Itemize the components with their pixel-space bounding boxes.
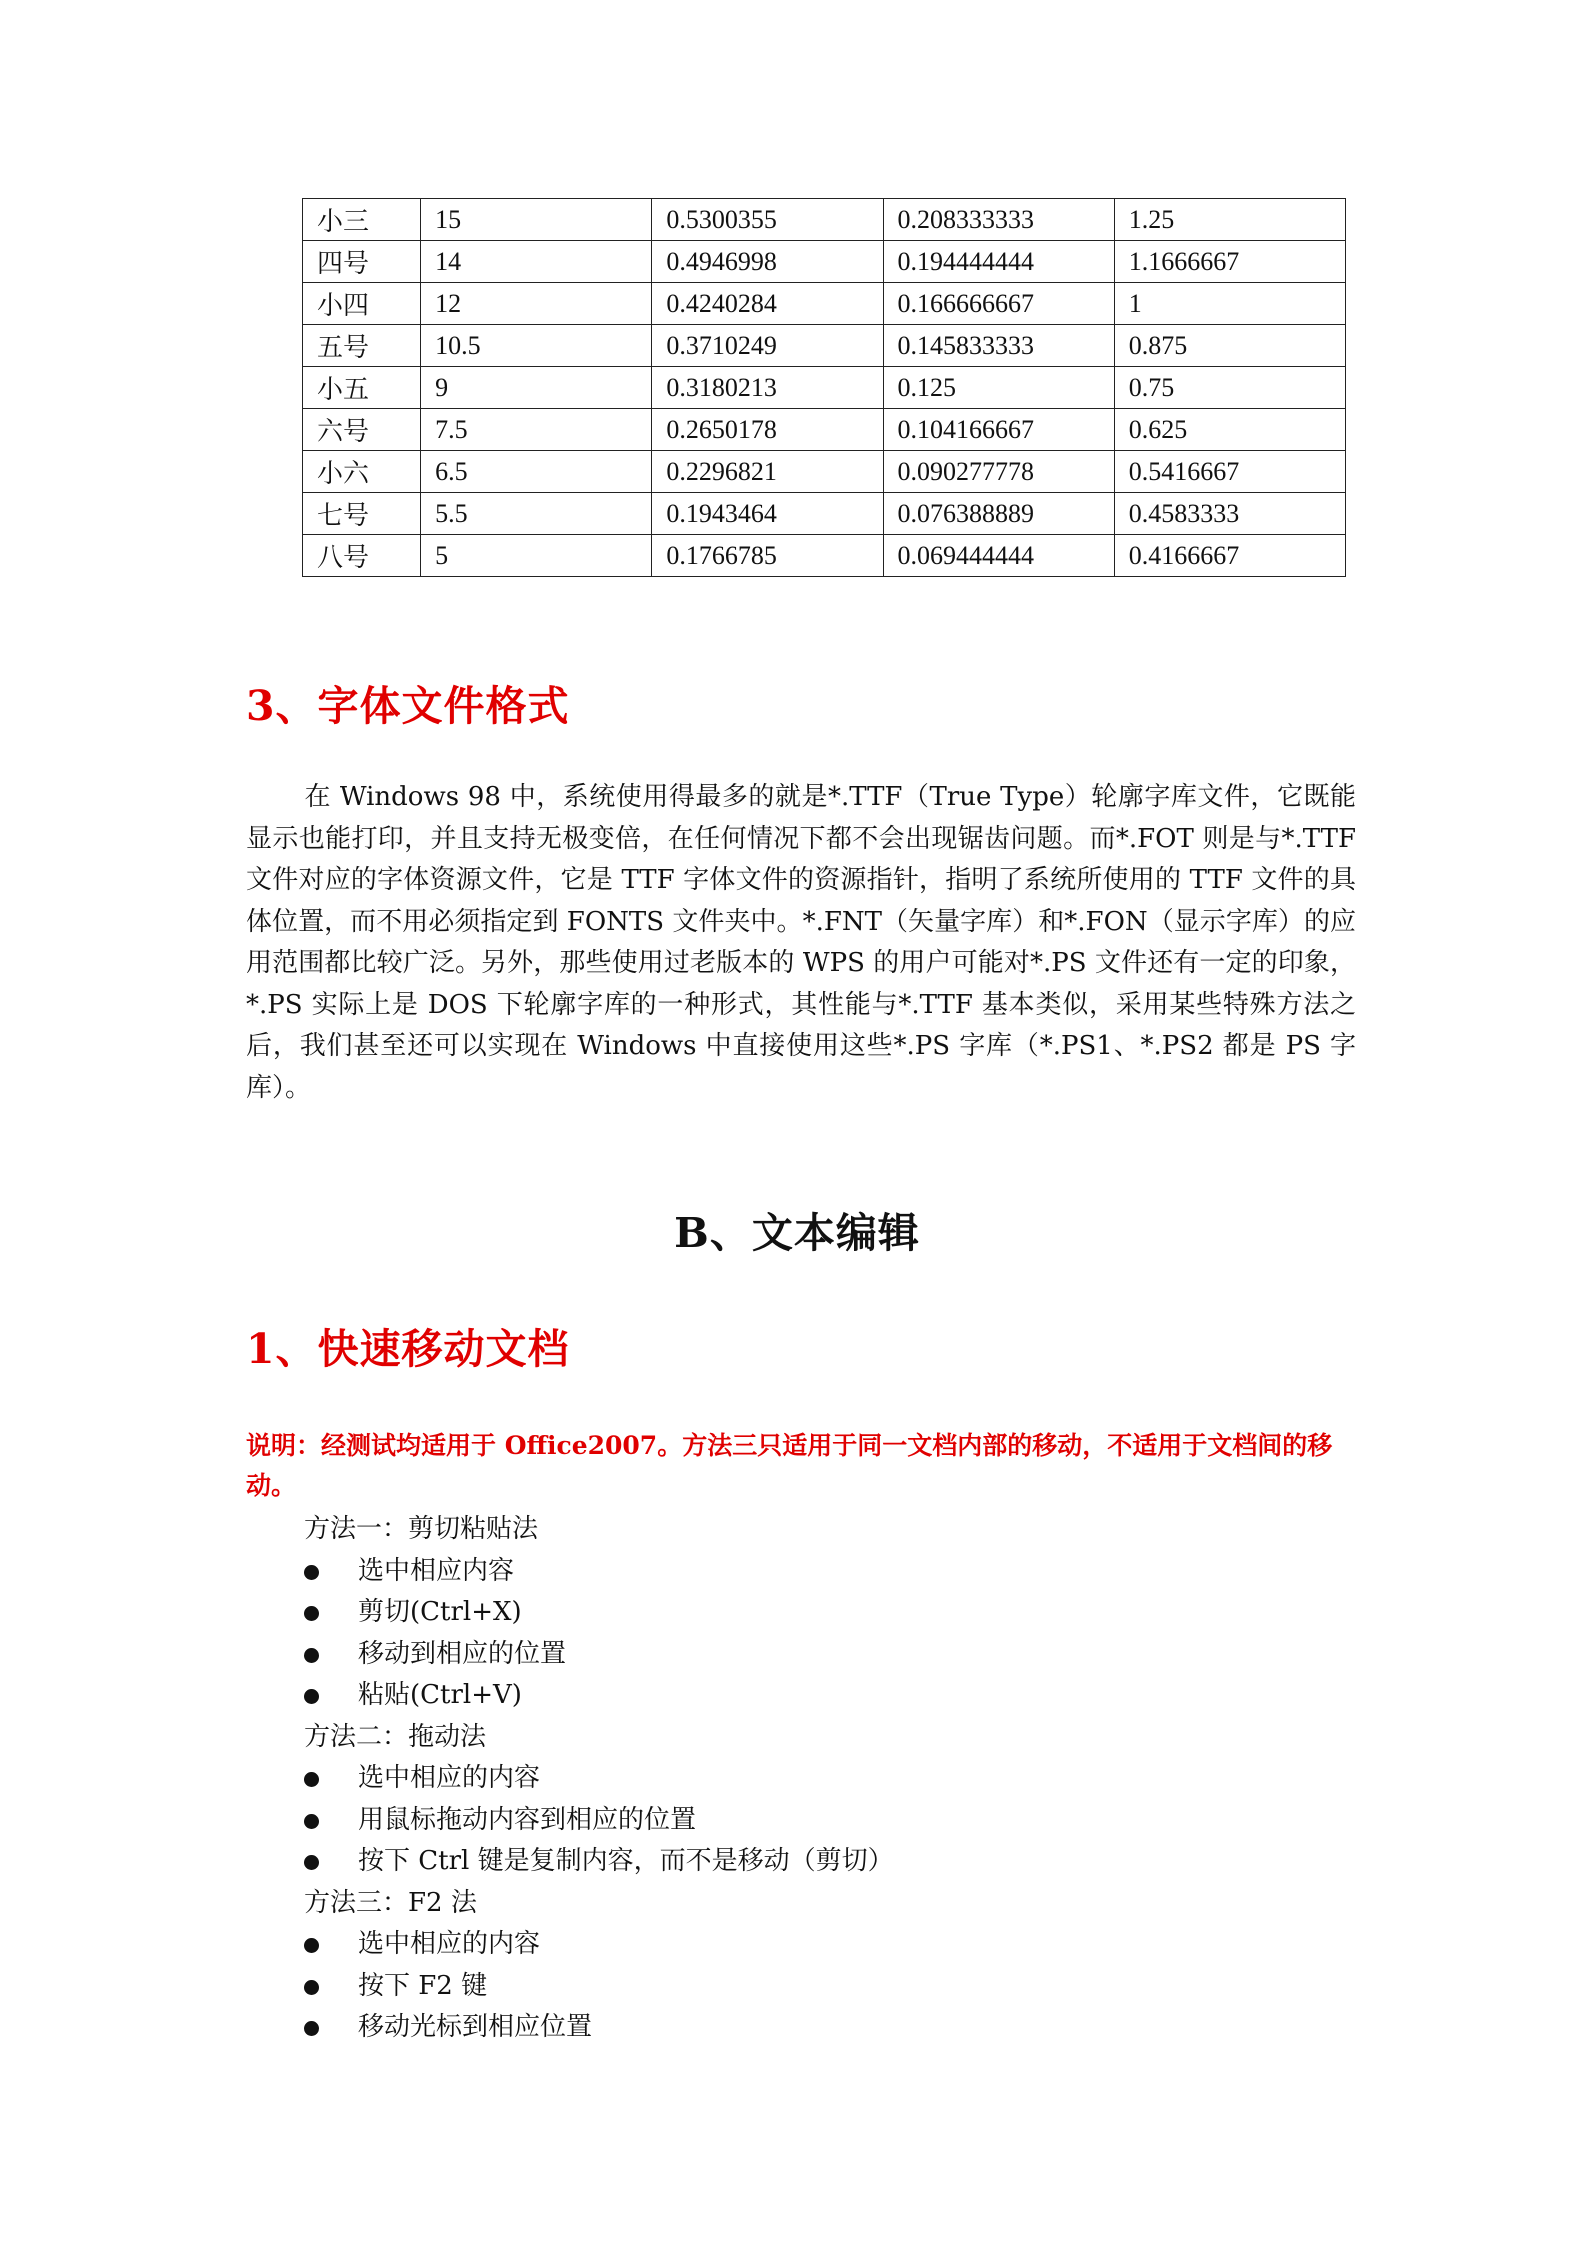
table-cell: 0.4583333 xyxy=(1114,493,1345,535)
table-cell: 四号 xyxy=(303,241,421,283)
table-cell: 小六 xyxy=(303,451,421,493)
table-cell: 0.2650178 xyxy=(652,409,883,451)
table-row xyxy=(303,535,1346,577)
table-cell: 0.145833333 xyxy=(883,325,1114,367)
table-cell: 0.1766785 xyxy=(652,535,883,577)
table-cell: 小四 xyxy=(303,283,421,325)
table-cell: 0.5300355 xyxy=(652,199,883,241)
bullet-icon xyxy=(304,1938,319,1953)
list-item xyxy=(0,1841,1594,1883)
list-item xyxy=(0,1675,1594,1717)
section-heading-font-file-formats: 3、字体文件格式 xyxy=(246,682,570,730)
list-item xyxy=(0,1924,1594,1966)
bullet-icon xyxy=(304,1772,319,1787)
list-item-text: 移动到相应的位置 xyxy=(358,1638,567,1669)
table-cell: 9 xyxy=(421,367,652,409)
table-cell: 六号 xyxy=(303,409,421,451)
list-item-text: 选中相应内容 xyxy=(358,1555,515,1586)
table-cell: 1.25 xyxy=(1114,199,1345,241)
bullet-icon xyxy=(304,2021,319,2036)
font-size-table xyxy=(302,198,1346,577)
table-row xyxy=(303,367,1346,409)
table-cell: 0.2296821 xyxy=(652,451,883,493)
list-item-text: 剪切(Ctrl+X) xyxy=(358,1597,522,1627)
table-cell: 0.090277778 xyxy=(883,451,1114,493)
table-cell: 0.3710249 xyxy=(652,325,883,367)
table-row xyxy=(303,325,1346,367)
table-row xyxy=(303,241,1346,283)
bullet-icon xyxy=(304,1814,319,1829)
method-title: 方法二：拖动法 xyxy=(304,1721,487,1752)
list-item xyxy=(0,1966,1594,2008)
chapter-heading-text-editing: B、文本编辑 xyxy=(674,1209,920,1257)
list-item-text: 移动光标到相应位置 xyxy=(358,2012,593,2042)
table-cell: 15 xyxy=(421,199,652,241)
table-cell: 7.5 xyxy=(421,409,652,451)
table-cell: 1 xyxy=(1114,283,1345,325)
table-cell: 0.5416667 xyxy=(1114,451,1345,493)
list-item xyxy=(0,1800,1594,1842)
table-cell: 10.5 xyxy=(421,325,652,367)
table-cell: 14 xyxy=(421,241,652,283)
method-lists xyxy=(0,1509,1594,2049)
list-item-text: 粘贴(Ctrl+V) xyxy=(358,1680,522,1710)
list-item-text: 选中相应的内容 xyxy=(358,1763,541,1793)
bullet-icon xyxy=(304,1565,319,1580)
list-item xyxy=(0,1592,1594,1634)
list-item xyxy=(0,1551,1594,1593)
table-row xyxy=(303,283,1346,325)
table-cell: 0.208333333 xyxy=(883,199,1114,241)
list-item-text: 选中相应的内容 xyxy=(358,1929,541,1959)
table-row xyxy=(303,451,1346,493)
method-title: 方法一：剪切粘贴法 xyxy=(304,1514,539,1544)
table-cell: 0.75 xyxy=(1114,367,1345,409)
table-cell: 0.4240284 xyxy=(652,283,883,325)
table-cell: 0.125 xyxy=(883,367,1114,409)
table-cell: 五号 xyxy=(303,325,421,367)
table-cell: 0.1943464 xyxy=(652,493,883,535)
table-cell: 5.5 xyxy=(421,493,652,535)
table-cell: 0.076388889 xyxy=(883,493,1114,535)
list-item xyxy=(0,1634,1594,1676)
table-cell: 1.1666667 xyxy=(1114,241,1345,283)
bullet-icon xyxy=(304,1606,319,1621)
table-row xyxy=(303,409,1346,451)
font-size-table-body xyxy=(303,199,1346,577)
table-row xyxy=(303,493,1346,535)
table-cell: 八号 xyxy=(303,535,421,577)
table-cell: 0.069444444 xyxy=(883,535,1114,577)
table-cell: 5 xyxy=(421,535,652,577)
list-item xyxy=(0,1758,1594,1800)
bullet-icon xyxy=(304,1689,319,1704)
list-item-text: 按下 Ctrl 键是复制内容，而不是移动（剪切） xyxy=(358,1846,894,1876)
section-heading-quick-move-document: 1、快速移动文档 xyxy=(246,1325,570,1373)
font-formats-paragraph xyxy=(246,777,1356,1109)
table-cell: 0.166666667 xyxy=(883,283,1114,325)
list-item-text: 用鼠标拖动内容到相应的位置 xyxy=(358,1804,697,1835)
table-cell: 0.875 xyxy=(1114,325,1345,367)
list-item xyxy=(0,2007,1594,2049)
bullet-icon xyxy=(304,1648,319,1663)
table-cell: 0.4166667 xyxy=(1114,535,1345,577)
table-cell: 12 xyxy=(421,283,652,325)
table-cell: 6.5 xyxy=(421,451,652,493)
table-cell: 七号 xyxy=(303,493,421,535)
table-row xyxy=(303,199,1346,241)
table-cell: 0.3180213 xyxy=(652,367,883,409)
bullet-icon xyxy=(304,1980,319,1995)
list-item-text: 按下 F2 键 xyxy=(358,1970,488,2001)
bullet-icon xyxy=(304,1855,319,1870)
table-cell: 0.194444444 xyxy=(883,241,1114,283)
font-formats-paragraph-text: 在 Windows 98 中，系统使用得最多的就是*.TTF（True Type）轮廓字库文件，它既能显示也能打印，并且支持无极变倍，在任何情况下都不会出现锯齿问题。而*.FOT 则是与*.TTF 文件对应的字体资源文件，它是 TTF 字体文件的资源指针，指明了系统所使用的 TTF 文件的具体位置，而不用必须指定到 FONTS 文件夹中。*.FNT（矢量字库）和*.FON（显示字库）的应用范围都比较广泛。另外，那些使用过老版本的 WPS 的用户可能对*.PS 文件还有一定的印象，*.PS 实际上是 DOS 下轮廓字库的一种形式，其性能与*.TTF 基本类似，采用某些特殊方法之后，我们甚至还可以实现在 Windows 中直接使用这些*.PS 字库（*.PS1、*.PS2 都是 PS 字库）。 xyxy=(246,782,1356,1103)
office2007-note: 说明：经测试均适用于 Office2007。方法三只适用于同一文档内部的移动，不适用于文档间的移动。 xyxy=(246,1431,1333,1500)
table-cell: 小三 xyxy=(303,199,421,241)
table-cell: 小五 xyxy=(303,367,421,409)
table-cell: 0.625 xyxy=(1114,409,1345,451)
method-title: 方法三：F2 法 xyxy=(304,1887,477,1918)
table-cell: 0.104166667 xyxy=(883,409,1114,451)
table-cell: 0.4946998 xyxy=(652,241,883,283)
